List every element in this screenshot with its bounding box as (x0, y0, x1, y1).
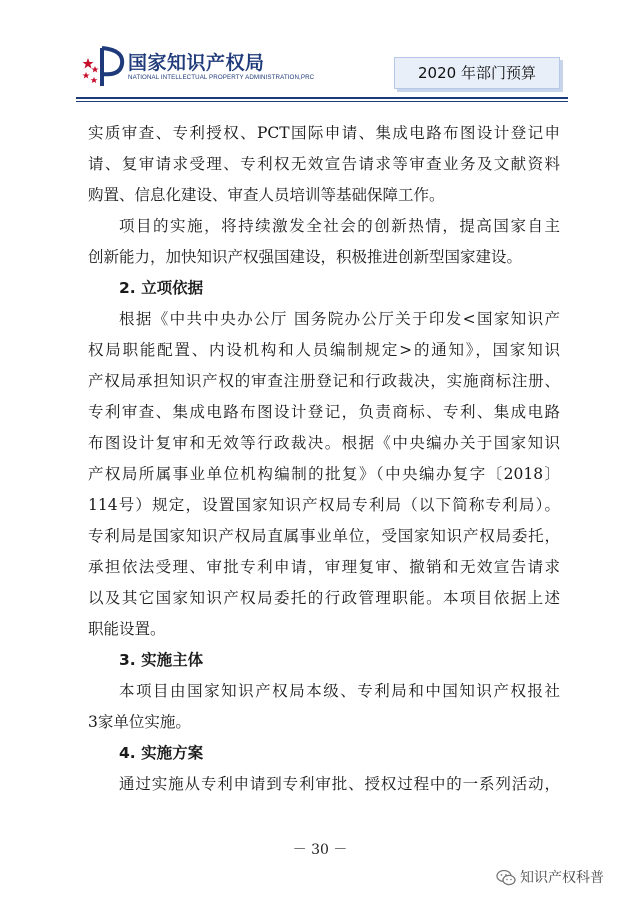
watermark-text: 知识产权科普 (520, 870, 604, 886)
logo-chinese-name: 国家知识产权局 (128, 52, 265, 74)
page-number: － 30 － (292, 842, 348, 858)
paragraph-line: 通过实施从专利申请到专利审批、授权过程中的一系列活动， (119, 775, 560, 793)
paragraph-line: 专利审查、集成电路布图设计登记，负责商标、专利、集成电路 (88, 403, 560, 421)
paragraph-line: 114号）规定，设置国家知识产权局专利局（以下简称专利局）。 (88, 496, 560, 514)
cnipa-emblem-icon (80, 44, 126, 90)
paragraph-line: 3家单位实施。 (88, 713, 191, 731)
paragraph-line: 承担依法受理、审批专利申请，审理复审、撤销和无效宣告请求 (88, 558, 560, 576)
paragraph-line: 购置、信息化建设、审查人员培训等基础保障工作。 (88, 186, 445, 204)
section-heading: 3. 实施主体 (119, 651, 204, 669)
paragraph-line: 产权局承担知识产权的审查注册登记和行政裁决，实施商标注册、 (88, 372, 560, 390)
paragraph-line: 职能设置。 (88, 620, 166, 638)
paragraph-line: 请、复审请求受理、专利权无效宣告请求等审查业务及文献资料 (88, 155, 560, 173)
header-rule-thin (76, 101, 568, 102)
paragraph-line: 专利局是国家知识产权局直属事业单位，受国家知识产权局委托， (88, 527, 560, 545)
document-body (88, 118, 560, 800)
watermark (496, 866, 604, 890)
section-heading: 4. 实施方案 (119, 744, 204, 762)
paragraph-line: 产权局所属事业单位机构编制的批复》（中央编办复字〔2018〕 (88, 465, 560, 483)
paragraph-line: 权局职能配置、内设机构和人员编制规定>的通知》，国家知识 (88, 341, 560, 359)
paragraph-line: 项目的实施，将持续激发全社会的创新热情，提高国家自主 (119, 217, 560, 235)
paragraph-line: 实质审查、专利授权、PCT国际申请、集成电路布图设计登记申 (88, 124, 560, 142)
logo-english-name: NATIONAL INTELLECTUAL PROPERTY ADMINISTRATION,PRC (128, 74, 315, 81)
paragraph-line: 布图设计复审和无效等行政裁决。根据《中央编办关于国家知识 (88, 434, 560, 452)
cnipa-logo (80, 44, 315, 94)
section-heading: 2. 立项依据 (119, 279, 204, 297)
paragraph-line: 以及其它国家知识产权局委托的行政管理职能。本项目依据上述 (88, 589, 560, 607)
paragraph-line: 根据《中共中央办公厅 国务院办公厅关于印发<国家知识产 (119, 310, 560, 328)
wechat-icon (496, 869, 516, 887)
budget-year-label: 2020 年部门预算 (394, 57, 560, 89)
page-header (0, 0, 640, 110)
paragraph-line: 创新能力，加快知识产权强国建设，积极推进创新型国家建设。 (88, 248, 523, 266)
paragraph-line: 本项目由国家知识产权局本级、专利局和中国知识产权报社 (119, 682, 560, 700)
header-rule (76, 97, 568, 99)
